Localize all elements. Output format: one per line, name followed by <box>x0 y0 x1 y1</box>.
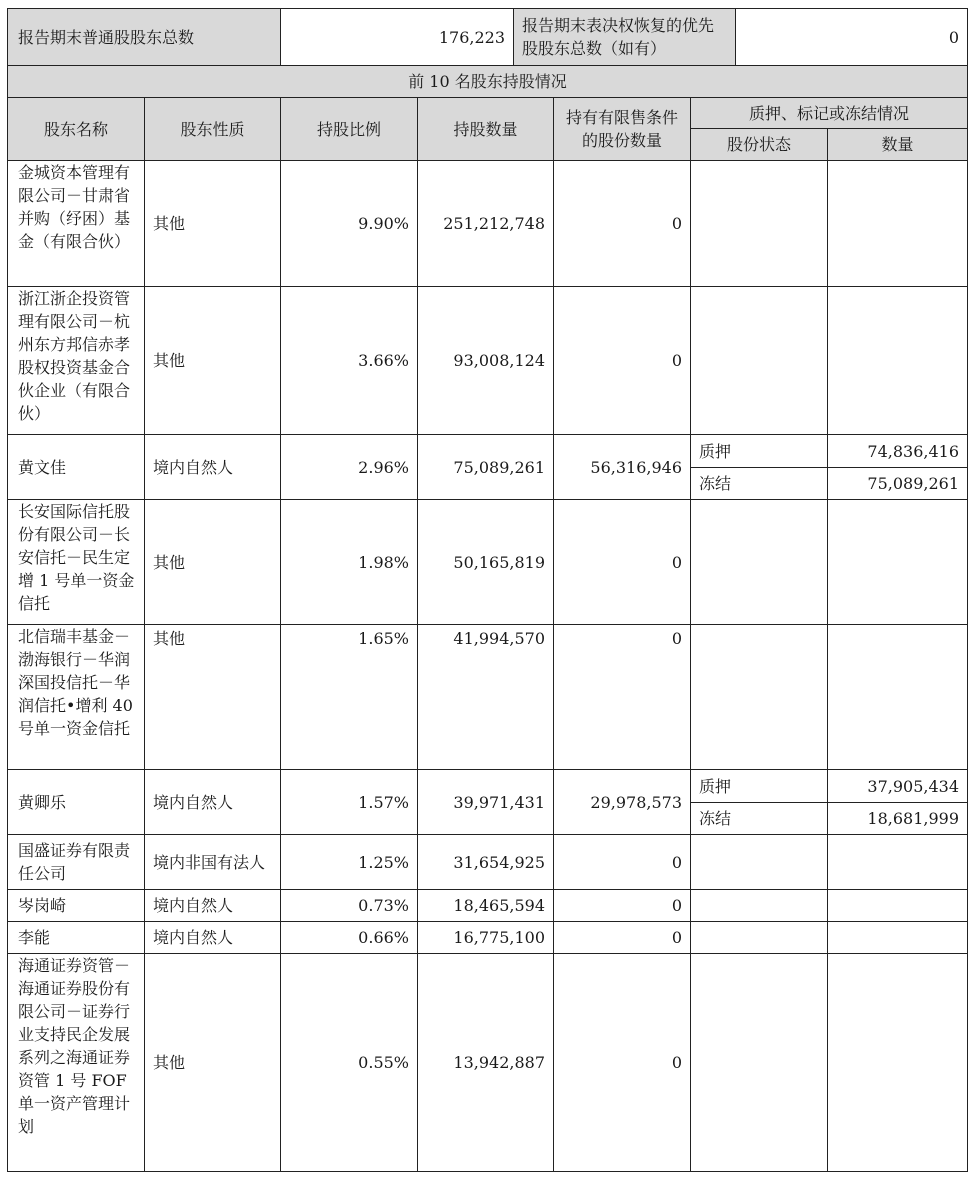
pledge-status: 质押 <box>691 435 828 468</box>
pledge-amount-cell <box>828 287 968 435</box>
section-title: 前 10 名股东持股情况 <box>8 66 968 98</box>
holder-nature: 其他 <box>145 954 281 1172</box>
pledge-amount-cell <box>828 890 968 922</box>
header-pledge-group: 质押、标记或冻结情况 <box>691 98 968 129</box>
table-row <box>8 922 968 954</box>
holder-ratio: 0.55% <box>281 954 418 1172</box>
holder-nature: 其他 <box>145 161 281 287</box>
table-row <box>8 890 968 922</box>
pledge-status-cell <box>691 287 828 435</box>
holder-restricted: 0 <box>554 161 691 287</box>
pledge-status-cell <box>691 922 828 954</box>
holder-nature: 其他 <box>145 625 281 770</box>
pledge-status: 质押 <box>691 770 828 803</box>
header-count: 持股数量 <box>418 98 554 161</box>
pledge-status: 冻结 <box>691 468 828 500</box>
pledge-amount-cell <box>828 625 968 770</box>
holder-name: 长安国际信托股份有限公司－长安信托－民生定增 1 号单一资金信托 <box>8 500 145 625</box>
pledge-status-cell <box>691 954 828 1172</box>
pledge-status-cell <box>691 625 828 770</box>
holder-name: 李能 <box>8 922 145 954</box>
preferred-holders-value: 0 <box>736 9 968 66</box>
holder-name: 浙江浙企投资管理有限公司－杭州东方邦信赤孝股权投资基金合伙企业（有限合伙） <box>8 287 145 435</box>
holder-count: 18,465,594 <box>418 890 554 922</box>
pledge-amount-cell <box>828 954 968 1172</box>
pledge-status-cell <box>691 890 828 922</box>
holder-count: 50,165,819 <box>418 500 554 625</box>
table-row <box>8 625 968 770</box>
holder-count: 39,971,431 <box>418 770 554 835</box>
holder-nature: 境内自然人 <box>145 890 281 922</box>
holder-count: 13,942,887 <box>418 954 554 1172</box>
holder-nature: 境内自然人 <box>145 770 281 835</box>
table-row <box>8 500 968 625</box>
holder-ratio: 1.65% <box>281 625 418 770</box>
holder-ratio: 1.98% <box>281 500 418 625</box>
holder-restricted: 56,316,946 <box>554 435 691 500</box>
pledge-amount: 74,836,416 <box>828 435 968 468</box>
summary-table <box>7 8 968 66</box>
pledge-amount: 18,681,999 <box>828 803 968 835</box>
pledge-status-cell <box>691 161 828 287</box>
table-row <box>8 435 968 468</box>
holder-restricted: 0 <box>554 890 691 922</box>
holder-count: 75,089,261 <box>418 435 554 500</box>
holder-nature: 境内自然人 <box>145 922 281 954</box>
holder-restricted: 0 <box>554 954 691 1172</box>
holder-name: 黄卿乐 <box>8 770 145 835</box>
pledge-amount-cell <box>828 922 968 954</box>
pledge-status: 冻结 <box>691 803 828 835</box>
header-restricted: 持有有限售条件的股份数量 <box>554 98 691 161</box>
holder-count: 31,654,925 <box>418 835 554 890</box>
holder-restricted: 0 <box>554 287 691 435</box>
header-nature: 股东性质 <box>145 98 281 161</box>
pledge-amount-cell <box>828 161 968 287</box>
holder-name: 岑岗崎 <box>8 890 145 922</box>
holder-restricted: 0 <box>554 500 691 625</box>
table-row <box>8 835 968 890</box>
holder-count: 41,994,570 <box>418 625 554 770</box>
holder-count: 93,008,124 <box>418 287 554 435</box>
holder-restricted: 0 <box>554 835 691 890</box>
header-status: 股份状态 <box>691 129 828 161</box>
pledge-amount: 75,089,261 <box>828 468 968 500</box>
table-row <box>8 954 968 1172</box>
holder-ratio: 1.25% <box>281 835 418 890</box>
holder-restricted: 0 <box>554 922 691 954</box>
pledge-status-cell <box>691 500 828 625</box>
holder-ratio: 2.96% <box>281 435 418 500</box>
holder-nature: 其他 <box>145 500 281 625</box>
common-holders-label: 报告期末普通股股东总数 <box>8 9 281 66</box>
preferred-holders-label: 报告期末表决权恢复的优先股股东总数（如有） <box>514 9 736 66</box>
holder-restricted: 29,978,573 <box>554 770 691 835</box>
top-holders-table <box>7 65 968 1172</box>
header-amount: 数量 <box>828 129 968 161</box>
holder-name: 海通证券资管－海通证券股份有限公司－证券行业支持民企发展系列之海通证券资管 1 号 FOF 单一资产管理计划 <box>8 954 145 1172</box>
holder-ratio: 3.66% <box>281 287 418 435</box>
holder-nature: 境内非国有法人 <box>145 835 281 890</box>
pledge-amount-cell <box>828 500 968 625</box>
holder-ratio: 9.90% <box>281 161 418 287</box>
table-row <box>8 287 968 435</box>
table-row <box>8 770 968 803</box>
header-ratio: 持股比例 <box>281 98 418 161</box>
holder-nature: 境内自然人 <box>145 435 281 500</box>
holder-count: 16,775,100 <box>418 922 554 954</box>
holder-ratio: 0.66% <box>281 922 418 954</box>
header-name: 股东名称 <box>8 98 145 161</box>
pledge-amount-cell <box>828 835 968 890</box>
holder-ratio: 1.57% <box>281 770 418 835</box>
pledge-status-cell <box>691 835 828 890</box>
holder-ratio: 0.73% <box>281 890 418 922</box>
common-holders-value: 176,223 <box>281 9 514 66</box>
pledge-amount: 37,905,434 <box>828 770 968 803</box>
holder-name: 北信瑞丰基金－渤海银行－华润深国投信托－华润信托•增利 40 号单一资金信托 <box>8 625 145 770</box>
holder-name: 黄文佳 <box>8 435 145 500</box>
holder-nature: 其他 <box>145 287 281 435</box>
holder-restricted: 0 <box>554 625 691 770</box>
holder-name: 国盛证券有限责任公司 <box>8 835 145 890</box>
holder-name: 金城资本管理有限公司－甘肃省并购（纾困）基金（有限合伙） <box>8 161 145 287</box>
table-row <box>8 161 968 287</box>
holder-count: 251,212,748 <box>418 161 554 287</box>
